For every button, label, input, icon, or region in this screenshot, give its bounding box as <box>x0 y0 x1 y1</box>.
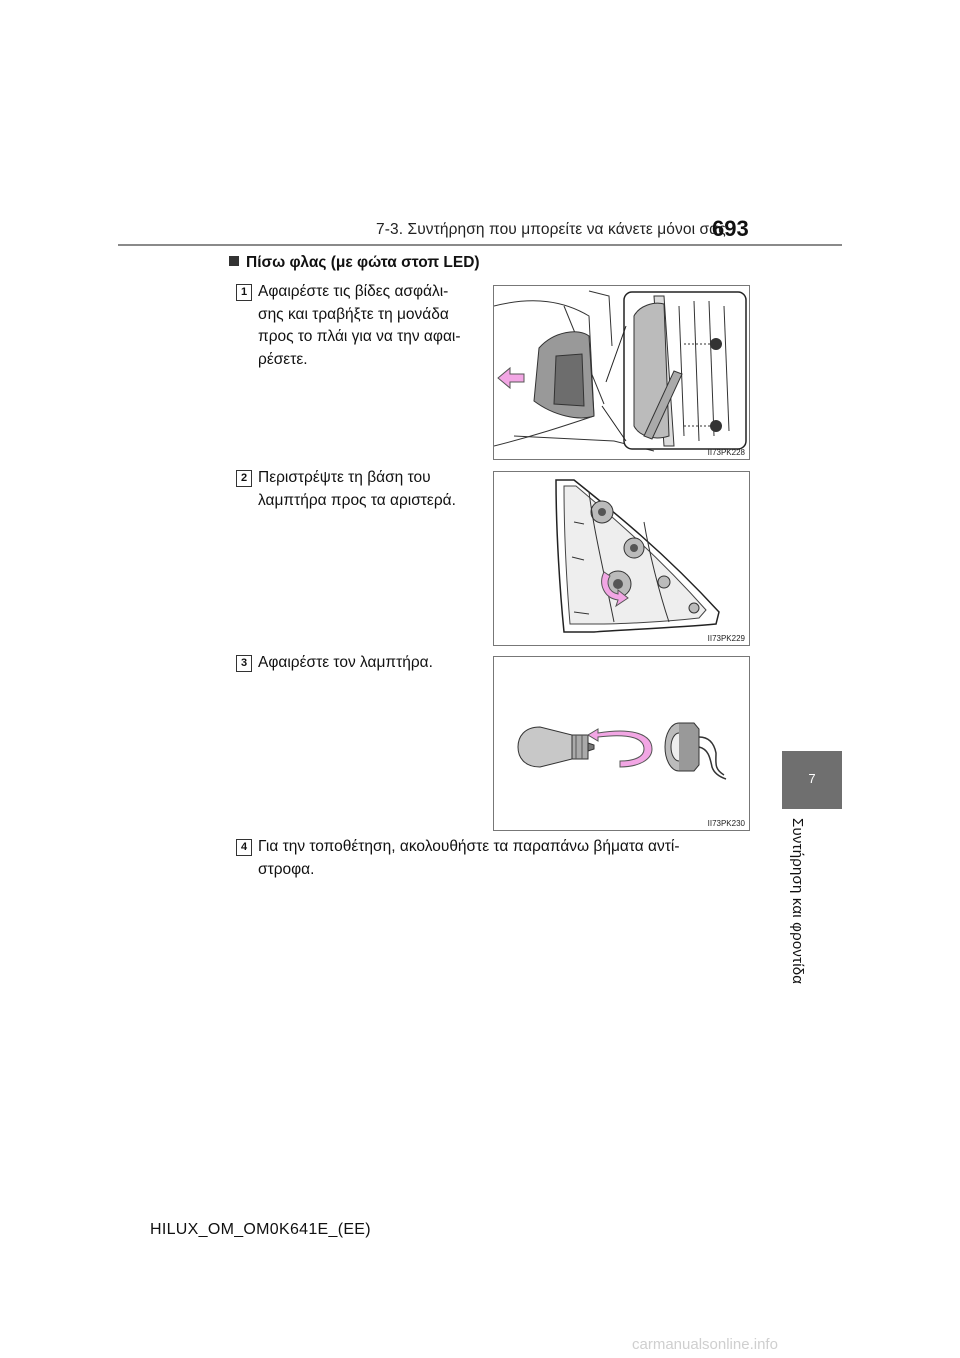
step-3-text <box>258 652 476 675</box>
step-number-4: 4 <box>236 839 252 856</box>
step-1-line: ρέσετε. <box>258 350 308 368</box>
step-2-line: Περιστρέψτε τη βάση του <box>258 469 431 486</box>
chapter-title: Συντήρηση και φροντίδα <box>789 818 806 985</box>
bulb-icon <box>518 727 572 767</box>
document-code: HILUX_OM_OM0K641E_(EE) <box>150 1221 371 1238</box>
screw-icon <box>710 420 722 432</box>
page-number: 693 <box>712 216 749 241</box>
step-3-line: Αφαιρέστε τον λαμπτήρα. <box>258 654 433 671</box>
step-2-text <box>258 467 476 512</box>
header-section-title: 7-3. Συντήρηση που μπορείτε να κάνετε μόνοι σας <box>376 221 726 238</box>
figure-code: II73PK230 <box>707 819 745 828</box>
step-number-1: 1 <box>236 284 252 301</box>
step-1-line: Αφαιρέστε τις βίδες ασφάλι- <box>258 283 449 300</box>
section-heading <box>229 254 480 272</box>
step-1-line: προς το πλάι για να την αφαι- <box>258 328 461 345</box>
step-1-line: σης και τραβήξτε τη μονάδα <box>258 305 449 323</box>
figure-code: II73PK228 <box>707 448 745 457</box>
step-2-line: λαμπτήρα προς τα αριστερά. <box>258 491 456 509</box>
screw-icon <box>710 338 722 350</box>
remove-direction-arrow-icon <box>588 729 652 767</box>
heading-bullet-icon <box>229 256 239 266</box>
figure-rotate-bulb-socket <box>493 471 750 646</box>
header-divider <box>118 244 842 246</box>
step-4-line: Για την τοποθέτηση, ακολουθήστε τα παραπάνω βήματα αντί- <box>258 838 680 855</box>
figure-remove-lamp-unit <box>493 285 750 460</box>
step-1-text <box>258 281 476 371</box>
figure-remove-bulb <box>493 656 750 831</box>
figure-code: II73PK229 <box>707 634 745 643</box>
bulb-removal-illustration <box>494 657 749 830</box>
chapter-tab <box>782 751 842 809</box>
tail-lamp-removal-illustration <box>494 286 749 459</box>
step-number-2: 2 <box>236 470 252 487</box>
chapter-number: 7 <box>808 771 816 786</box>
step-4-line: στροφα. <box>258 860 315 878</box>
section-heading-text: Πίσω φλας (με φώτα στοπ LED) <box>246 254 480 271</box>
watermark: carmanualsonline.info <box>632 1336 778 1353</box>
step-number-3: 3 <box>236 655 252 672</box>
lamp-socket-illustration <box>494 472 749 645</box>
step-4-text <box>258 836 748 881</box>
pull-direction-arrow-icon <box>498 368 524 388</box>
